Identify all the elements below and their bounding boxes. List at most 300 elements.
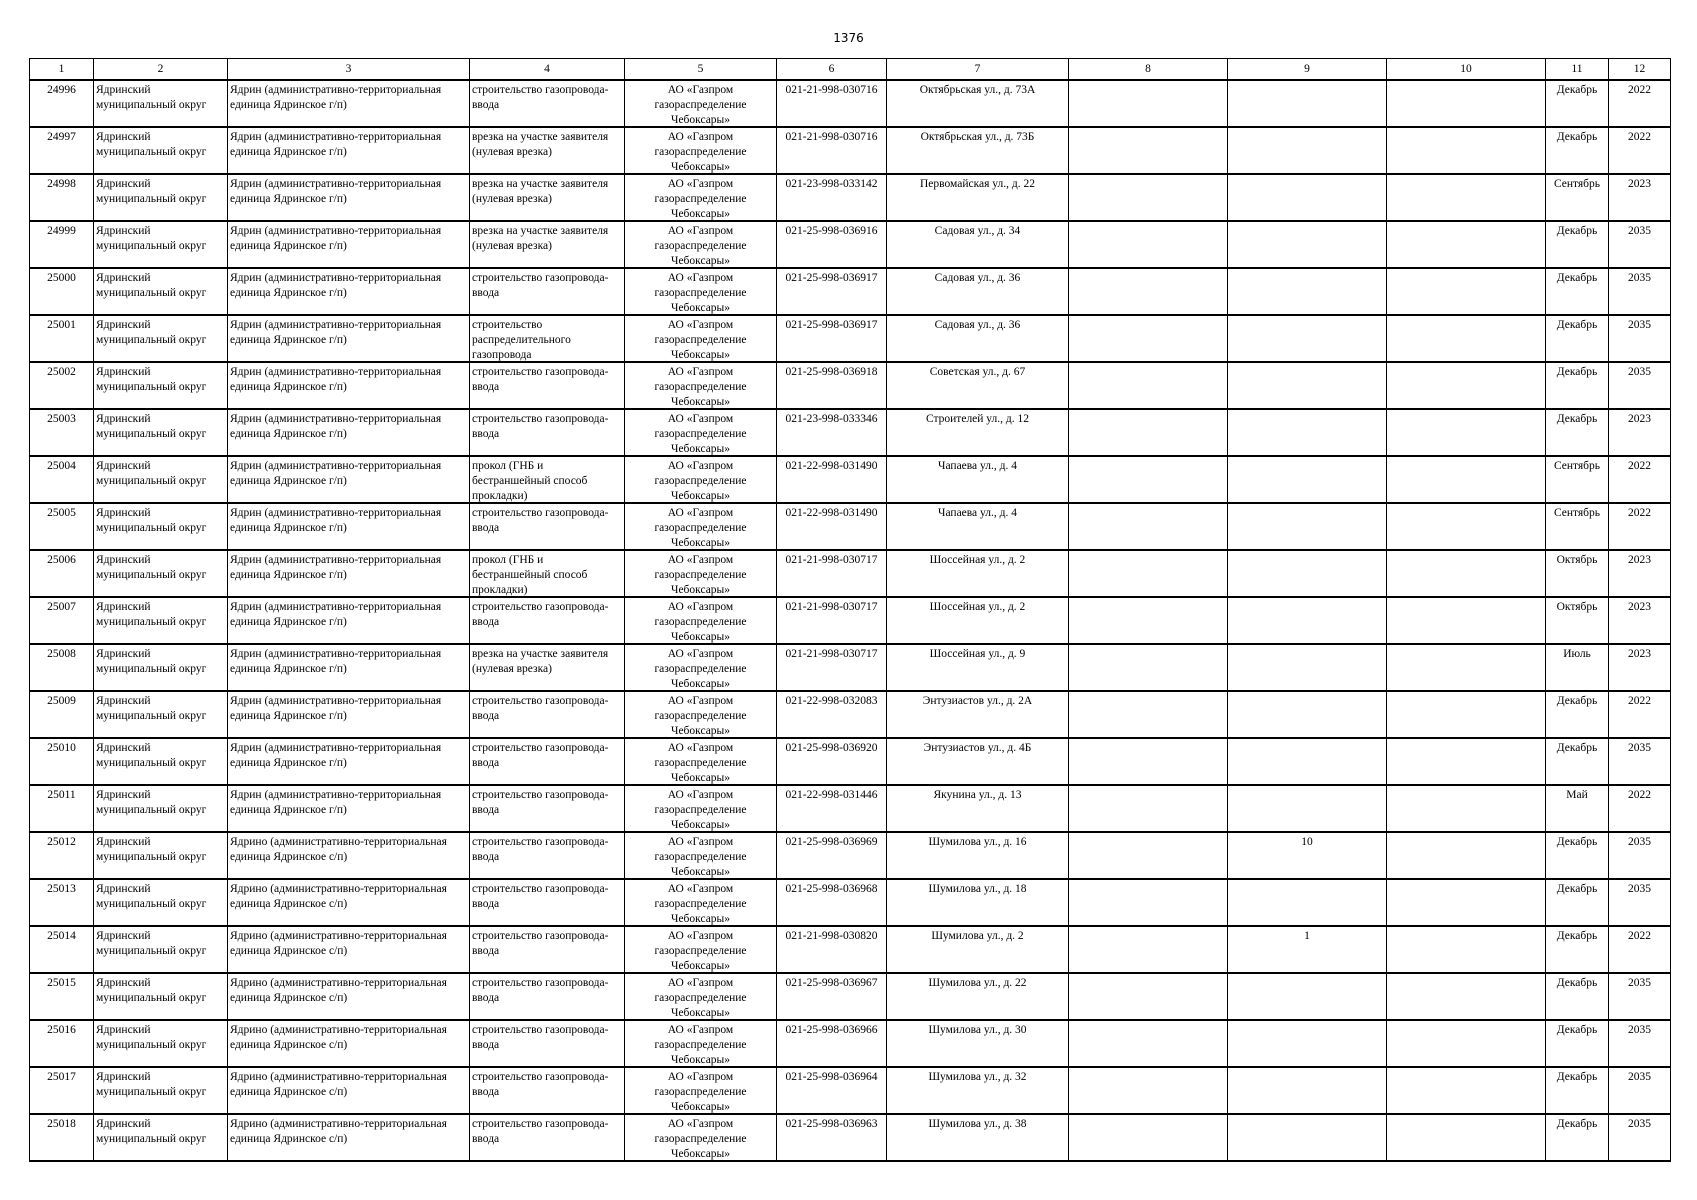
cell-address	[887, 456, 1069, 503]
cell-text: 2023	[1628, 554, 1651, 566]
cell-municipality	[94, 80, 228, 127]
cell-month	[1546, 503, 1609, 550]
column-header-1: 1	[30, 59, 94, 81]
cell-month	[1546, 362, 1609, 409]
cell-text: Декабрь	[1556, 272, 1598, 284]
cell-text: Декабрь	[1556, 131, 1598, 143]
cell-text: 021-22-998-031446	[785, 789, 878, 801]
cell-municipality	[94, 832, 228, 879]
cell-settlement	[228, 456, 470, 503]
cell-month	[1546, 691, 1609, 738]
cell-municipality	[94, 127, 228, 174]
cell-row-number	[30, 221, 94, 268]
cell-text: Чапаева ул., д. 4	[937, 507, 1017, 519]
cell-municipality	[94, 503, 228, 550]
cell-text: 2035	[1628, 225, 1651, 237]
cell-work-type	[470, 550, 625, 597]
cell-text: Ядрино (административно-территориальная единица Ядринское с/п)	[230, 1118, 447, 1145]
cell-col-8	[1069, 832, 1228, 879]
cell-settlement	[228, 1020, 470, 1067]
cell-month	[1546, 785, 1609, 832]
cell-settlement	[228, 127, 470, 174]
cell-text: Шоссейная ул., д. 2	[929, 601, 1026, 613]
cell-text: Ядринский муниципальный округ	[96, 507, 207, 534]
cell-text: 2035	[1628, 977, 1651, 989]
cell-text: Якунина ул., д. 13	[933, 789, 1022, 801]
cell-text: прокол (ГНБ и бестраншейный способ прокладки)	[472, 554, 588, 596]
cell-row-number	[30, 1020, 94, 1067]
cell-text: Ядринский муниципальный округ	[96, 225, 207, 252]
cell-text: Ядрин (административно-территориальная единица Ядринское г/п)	[230, 131, 442, 158]
cell-text: 25010	[47, 742, 76, 754]
cell-text: Шумилова ул., д. 16	[928, 836, 1027, 848]
cell-text: Ядринский муниципальный округ	[96, 930, 207, 957]
cell-text: АО «Газпром газораспределение Чебоксары»	[654, 178, 747, 220]
cell-text: 021-25-998-036966	[785, 1024, 878, 1036]
cell-month	[1546, 738, 1609, 785]
cell-row-number	[30, 597, 94, 644]
cell-text: 021-21-998-030820	[785, 930, 878, 942]
cell-text: 2022	[1628, 131, 1651, 143]
cell-month	[1546, 221, 1609, 268]
cell-organization	[625, 597, 777, 644]
cell-col-8	[1069, 785, 1228, 832]
cell-row-number	[30, 503, 94, 550]
cell-text: АО «Газпром газораспределение Чебоксары»	[654, 789, 747, 831]
column-header-5: 5	[625, 59, 777, 81]
cell-municipality	[94, 644, 228, 691]
cell-row-number	[30, 973, 94, 1020]
cell-work-type	[470, 832, 625, 879]
cell-organization	[625, 127, 777, 174]
cell-text: Ядрино (административно-территориальная единица Ядринское с/п)	[230, 1024, 447, 1051]
cell-row-number	[30, 926, 94, 973]
cell-address	[887, 1114, 1069, 1161]
table-row	[30, 409, 1671, 456]
cell-organization	[625, 221, 777, 268]
cell-text: 2035	[1628, 836, 1651, 848]
cell-year	[1609, 691, 1671, 738]
cell-col-9	[1228, 80, 1387, 127]
cell-text: 021-21-998-030716	[785, 84, 878, 96]
cell-text: Октябрь	[1556, 554, 1598, 566]
cell-text: Ядрин (административно-территориальная единица Ядринское г/п)	[230, 507, 442, 534]
cell-month	[1546, 174, 1609, 221]
cell-text: 24998	[47, 178, 76, 190]
cell-work-type	[470, 1020, 625, 1067]
cell-request-number	[777, 409, 887, 456]
cell-text: Садовая ул., д. 36	[934, 319, 1021, 331]
cell-text: 2035	[1628, 883, 1651, 895]
cell-month	[1546, 550, 1609, 597]
cell-text: Шумилова ул., д. 22	[928, 977, 1027, 989]
cell-text: 25016	[47, 1024, 76, 1036]
cell-text: Ядрин (административно-территориальная единица Ядринское г/п)	[230, 84, 442, 111]
cell-municipality	[94, 1067, 228, 1114]
cell-text: Шоссейная ул., д. 9	[929, 648, 1026, 660]
cell-text: 25013	[47, 883, 76, 895]
cell-text: врезка на участке заявителя (нулевая врезка)	[472, 225, 609, 252]
cell-municipality	[94, 973, 228, 1020]
cell-month	[1546, 1020, 1609, 1067]
cell-text: 021-22-998-031490	[785, 507, 878, 519]
cell-text: 2035	[1628, 1118, 1651, 1130]
cell-col-8	[1069, 80, 1228, 127]
cell-request-number	[777, 221, 887, 268]
cell-work-type	[470, 785, 625, 832]
table-row	[30, 550, 1671, 597]
cell-text: Ядрин (административно-территориальная единица Ядринское г/п)	[230, 319, 442, 346]
cell-request-number	[777, 127, 887, 174]
cell-work-type	[470, 1067, 625, 1114]
table-row	[30, 268, 1671, 315]
table-row	[30, 456, 1671, 503]
cell-text: 25002	[47, 366, 76, 378]
cell-text: Декабрь	[1556, 930, 1598, 942]
cell-text: Декабрь	[1556, 695, 1598, 707]
cell-row-number	[30, 456, 94, 503]
cell-col-9	[1228, 691, 1387, 738]
cell-work-type	[470, 127, 625, 174]
cell-text: 25012	[47, 836, 76, 848]
cell-work-type	[470, 973, 625, 1020]
cell-col-10	[1387, 597, 1546, 644]
cell-col-10	[1387, 80, 1546, 127]
cell-settlement	[228, 268, 470, 315]
cell-text: 25004	[47, 460, 76, 472]
table-row	[30, 691, 1671, 738]
cell-col-8	[1069, 926, 1228, 973]
cell-work-type	[470, 221, 625, 268]
cell-address	[887, 973, 1069, 1020]
cell-text: Ядрино (административно-территориальная единица Ядринское с/п)	[230, 977, 447, 1004]
cell-address	[887, 315, 1069, 362]
cell-year	[1609, 174, 1671, 221]
cell-col-10	[1387, 1020, 1546, 1067]
cell-text: Ядрин (административно-территориальная единица Ядринское г/п)	[230, 272, 442, 299]
cell-settlement	[228, 785, 470, 832]
cell-text: строительство распределительного газопровода	[472, 319, 571, 361]
cell-col-10	[1387, 738, 1546, 785]
cell-col-9	[1228, 973, 1387, 1020]
cell-text: строительство газопровода-ввода	[472, 836, 609, 863]
cell-col-10	[1387, 1114, 1546, 1161]
cell-text: 25003	[47, 413, 76, 425]
cell-col-8	[1069, 550, 1228, 597]
cell-request-number	[777, 80, 887, 127]
cell-request-number	[777, 597, 887, 644]
cell-row-number	[30, 644, 94, 691]
cell-col-8	[1069, 268, 1228, 315]
cell-text: 10	[1301, 836, 1313, 848]
cell-col-10	[1387, 785, 1546, 832]
cell-work-type	[470, 1114, 625, 1161]
cell-row-number	[30, 738, 94, 785]
cell-text: 021-23-998-033346	[785, 413, 878, 425]
cell-col-10	[1387, 832, 1546, 879]
cell-text: Советская ул., д. 67	[929, 366, 1026, 378]
column-header-3: 3	[228, 59, 470, 81]
cell-organization	[625, 550, 777, 597]
table-header	[30, 59, 1671, 81]
cell-address	[887, 597, 1069, 644]
cell-text: строительство газопровода-ввода	[472, 1024, 609, 1051]
cell-text: Ядринский муниципальный округ	[96, 601, 207, 628]
cell-col-9	[1228, 362, 1387, 409]
cell-col-8	[1069, 879, 1228, 926]
cell-organization	[625, 785, 777, 832]
cell-col-10	[1387, 644, 1546, 691]
cell-municipality	[94, 315, 228, 362]
cell-text: строительство газопровода-ввода	[472, 413, 609, 440]
table-row	[30, 1020, 1671, 1067]
cell-text: Сентябрь	[1553, 507, 1601, 519]
cell-text: Декабрь	[1556, 1071, 1598, 1083]
cell-request-number	[777, 926, 887, 973]
cell-text: Ядринский муниципальный округ	[96, 413, 207, 440]
cell-settlement	[228, 80, 470, 127]
cell-month	[1546, 409, 1609, 456]
column-header-8: 8	[1069, 59, 1228, 81]
table-row	[30, 503, 1671, 550]
cell-col-9	[1228, 315, 1387, 362]
table-body	[30, 80, 1671, 1161]
cell-col-8	[1069, 644, 1228, 691]
cell-text: 021-23-998-033142	[785, 178, 878, 190]
cell-text: Ядрин (административно-территориальная единица Ядринское г/п)	[230, 648, 442, 675]
cell-work-type	[470, 879, 625, 926]
cell-request-number	[777, 973, 887, 1020]
cell-col-9	[1228, 597, 1387, 644]
cell-text: Ядринский муниципальный округ	[96, 460, 207, 487]
cell-year	[1609, 1114, 1671, 1161]
cell-text: врезка на участке заявителя (нулевая врезка)	[472, 648, 609, 675]
cell-address	[887, 1067, 1069, 1114]
cell-text: Чапаева ул., д. 4	[937, 460, 1017, 472]
column-header-10: 10	[1387, 59, 1546, 81]
cell-col-10	[1387, 409, 1546, 456]
cell-settlement	[228, 644, 470, 691]
cell-text: строительство газопровода-ввода	[472, 84, 609, 111]
cell-year	[1609, 785, 1671, 832]
cell-text: строительство газопровода-ввода	[472, 1071, 609, 1098]
cell-text: Ядринский муниципальный округ	[96, 789, 207, 816]
cell-col-10	[1387, 926, 1546, 973]
cell-col-8	[1069, 362, 1228, 409]
column-header-7: 7	[887, 59, 1069, 81]
cell-col-9	[1228, 644, 1387, 691]
cell-request-number	[777, 691, 887, 738]
cell-text: 2022	[1628, 460, 1651, 472]
cell-request-number	[777, 550, 887, 597]
cell-text: Ядринский муниципальный округ	[96, 131, 207, 158]
cell-settlement	[228, 832, 470, 879]
cell-month	[1546, 315, 1609, 362]
cell-text: 2023	[1628, 648, 1651, 660]
cell-col-8	[1069, 738, 1228, 785]
cell-col-8	[1069, 503, 1228, 550]
cell-text: 24999	[47, 225, 76, 237]
cell-text: Ядрино (административно-территориальная единица Ядринское с/п)	[230, 930, 447, 957]
cell-settlement	[228, 738, 470, 785]
cell-settlement	[228, 221, 470, 268]
cell-row-number	[30, 691, 94, 738]
cell-text: строительство газопровода-ввода	[472, 695, 609, 722]
cell-text: АО «Газпром газораспределение Чебоксары»	[654, 1071, 747, 1113]
table-row	[30, 832, 1671, 879]
cell-request-number	[777, 1114, 887, 1161]
cell-year	[1609, 409, 1671, 456]
cell-municipality	[94, 785, 228, 832]
cell-row-number	[30, 268, 94, 315]
cell-text: 2035	[1628, 272, 1651, 284]
cell-col-10	[1387, 362, 1546, 409]
cell-text: Декабрь	[1556, 883, 1598, 895]
cell-text: строительство газопровода-ввода	[472, 789, 609, 816]
cell-col-8	[1069, 1020, 1228, 1067]
cell-text: Ядринский муниципальный округ	[96, 272, 207, 299]
cell-address	[887, 691, 1069, 738]
cell-text: Октябрь	[1556, 601, 1598, 613]
cell-municipality	[94, 550, 228, 597]
cell-text: Декабрь	[1556, 977, 1598, 989]
cell-text: 021-21-998-030717	[785, 554, 878, 566]
cell-municipality	[94, 456, 228, 503]
cell-month	[1546, 879, 1609, 926]
table-row	[30, 973, 1671, 1020]
cell-text: Ядринский муниципальный округ	[96, 742, 207, 769]
cell-text: строительство газопровода-ввода	[472, 883, 609, 910]
cell-col-8	[1069, 691, 1228, 738]
cell-text: Ядрин (административно-территориальная единица Ядринское г/п)	[230, 366, 442, 393]
cell-organization	[625, 315, 777, 362]
cell-month	[1546, 456, 1609, 503]
cell-text: 021-25-998-036917	[785, 319, 878, 331]
cell-municipality	[94, 597, 228, 644]
cell-text: 2035	[1628, 366, 1651, 378]
cell-col-10	[1387, 503, 1546, 550]
cell-text: 2022	[1628, 930, 1651, 942]
cell-work-type	[470, 362, 625, 409]
cell-year	[1609, 80, 1671, 127]
cell-settlement	[228, 1114, 470, 1161]
cell-settlement	[228, 973, 470, 1020]
cell-col-9	[1228, 268, 1387, 315]
cell-request-number	[777, 1020, 887, 1067]
cell-col-10	[1387, 1067, 1546, 1114]
cell-text: Ядрин (административно-территориальная единица Ядринское г/п)	[230, 601, 442, 628]
column-header-12: 12	[1609, 59, 1671, 81]
cell-col-10	[1387, 691, 1546, 738]
cell-row-number	[30, 832, 94, 879]
cell-address	[887, 80, 1069, 127]
cell-work-type	[470, 503, 625, 550]
cell-text: строительство газопровода-ввода	[472, 366, 609, 393]
cell-year	[1609, 315, 1671, 362]
cell-col-8	[1069, 174, 1228, 221]
cell-month	[1546, 127, 1609, 174]
cell-text: строительство газопровода-ввода	[472, 1118, 609, 1145]
cell-row-number	[30, 879, 94, 926]
cell-text: строительство газопровода-ввода	[472, 272, 609, 299]
cell-organization	[625, 691, 777, 738]
cell-year	[1609, 738, 1671, 785]
cell-text: прокол (ГНБ и бестраншейный способ прокладки)	[472, 460, 588, 502]
cell-request-number	[777, 879, 887, 926]
column-header-4: 4	[470, 59, 625, 81]
cell-col-10	[1387, 268, 1546, 315]
table-row	[30, 221, 1671, 268]
cell-month	[1546, 926, 1609, 973]
cell-text: строительство газопровода-ввода	[472, 601, 609, 628]
cell-month	[1546, 644, 1609, 691]
cell-text: АО «Газпром газораспределение Чебоксары»	[654, 225, 747, 267]
cell-text: Май	[1566, 789, 1588, 801]
cell-text: 2035	[1628, 742, 1651, 754]
column-header-2: 2	[94, 59, 228, 81]
cell-text: Декабрь	[1556, 413, 1598, 425]
cell-text: Октябрьская ул., д. 73Б	[920, 131, 1035, 143]
cell-row-number	[30, 127, 94, 174]
cell-text: Ядринский муниципальный округ	[96, 836, 207, 863]
cell-municipality	[94, 1020, 228, 1067]
cell-address	[887, 785, 1069, 832]
cell-text: Садовая ул., д. 34	[934, 225, 1021, 237]
cell-col-10	[1387, 315, 1546, 362]
cell-row-number	[30, 409, 94, 456]
cell-text: Первомайская ул., д. 22	[920, 178, 1035, 190]
cell-col-9	[1228, 456, 1387, 503]
cell-col-9	[1228, 832, 1387, 879]
cell-text: 021-25-998-036964	[785, 1071, 878, 1083]
cell-text: 021-25-998-036918	[785, 366, 878, 378]
cell-address	[887, 644, 1069, 691]
cell-text: АО «Газпром газораспределение Чебоксары»	[654, 272, 747, 314]
cell-year	[1609, 456, 1671, 503]
cell-col-8	[1069, 127, 1228, 174]
cell-text: строительство газопровода-ввода	[472, 930, 609, 957]
cell-municipality	[94, 879, 228, 926]
cell-work-type	[470, 456, 625, 503]
cell-month	[1546, 597, 1609, 644]
cell-text: Декабрь	[1556, 84, 1598, 96]
cell-text: Шумилова ул., д. 2	[931, 930, 1024, 942]
cell-text: Декабрь	[1556, 1024, 1598, 1036]
page-number: 1376	[833, 31, 864, 45]
cell-text: 25011	[47, 789, 76, 801]
cell-text: 2023	[1628, 178, 1651, 190]
cell-text: Ядрин (административно-территориальная единица Ядринское г/п)	[230, 413, 442, 440]
cell-col-8	[1069, 315, 1228, 362]
cell-text: 2022	[1628, 695, 1651, 707]
cell-text: Строителей ул., д. 12	[925, 413, 1030, 425]
cell-text: АО «Газпром газораспределение Чебоксары»	[654, 1118, 747, 1160]
cell-request-number	[777, 362, 887, 409]
cell-text: Шумилова ул., д. 38	[928, 1118, 1027, 1130]
cell-organization	[625, 503, 777, 550]
cell-col-9	[1228, 1114, 1387, 1161]
table-row	[30, 879, 1671, 926]
cell-text: 25017	[47, 1071, 76, 1083]
cell-col-10	[1387, 127, 1546, 174]
cell-text: Ядрин (административно-территориальная единица Ядринское г/п)	[230, 742, 442, 769]
cell-month	[1546, 268, 1609, 315]
cell-settlement	[228, 409, 470, 456]
cell-text: врезка на участке заявителя (нулевая врезка)	[472, 178, 609, 205]
cell-text: АО «Газпром газораспределение Чебоксары»	[654, 695, 747, 737]
cell-organization	[625, 268, 777, 315]
cell-year	[1609, 832, 1671, 879]
